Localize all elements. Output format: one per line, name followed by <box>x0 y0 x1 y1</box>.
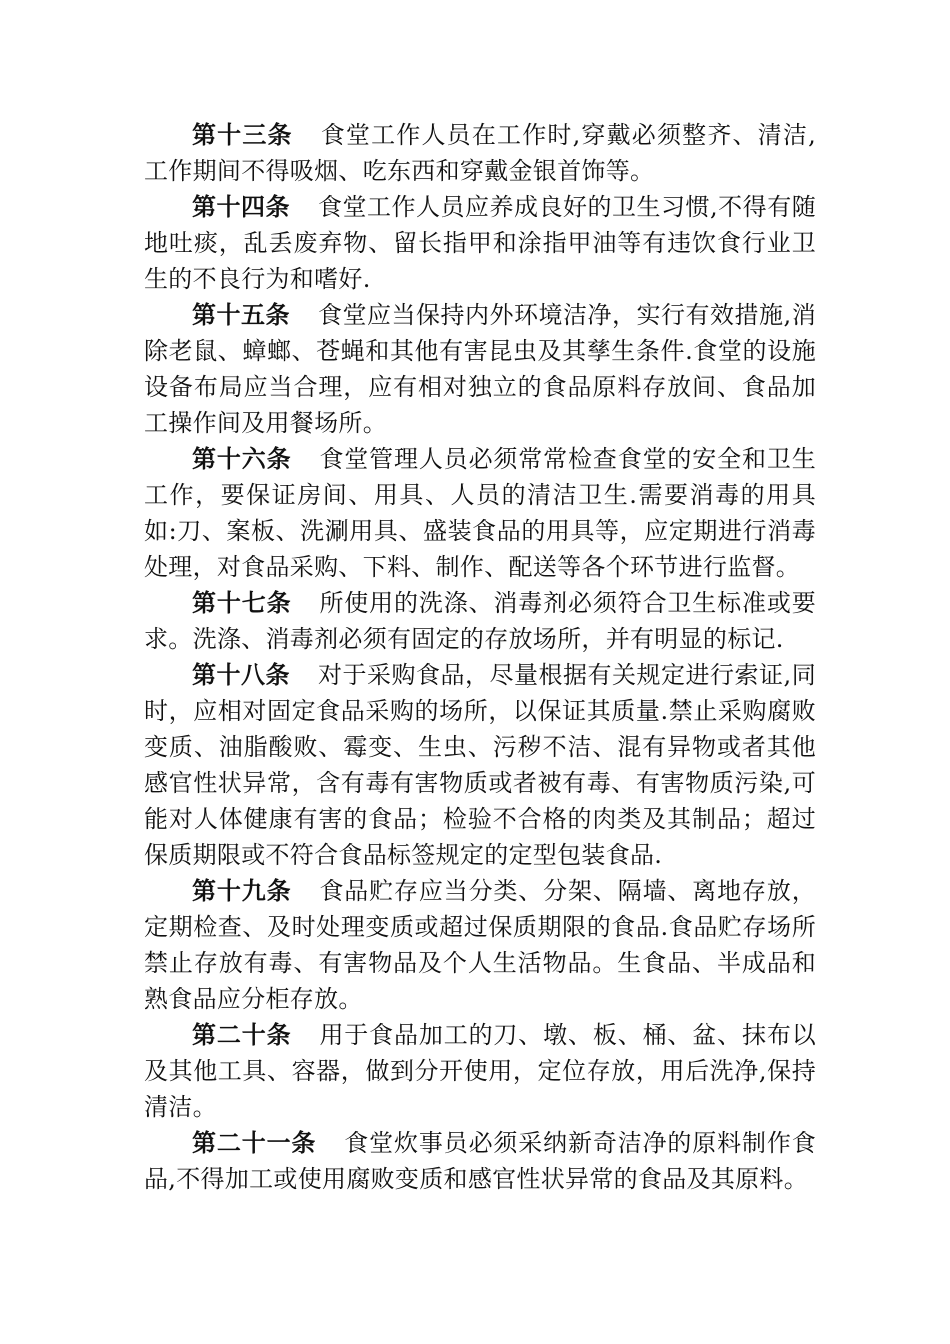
article-label: 第二十一条 <box>192 1129 317 1157</box>
article-18 <box>144 657 816 873</box>
article-label: 第十六条 <box>192 445 292 473</box>
article-label: 第十八条 <box>192 661 291 689</box>
document-body <box>144 117 816 1197</box>
article-text: 食堂炊事员必须采纳新奇洁净的原料制作食品,不得加工或使用腐败变质和感官性状异常的食品及其原料。 <box>144 1129 817 1193</box>
article-15 <box>144 297 816 441</box>
article-19 <box>144 873 816 1017</box>
article-20 <box>144 1017 816 1125</box>
article-label: 第十五条 <box>192 301 291 329</box>
article-text: 食堂工作人员在工作时,穿戴必须整齐、清洁,工作期间不得吸烟、吃东西和穿戴金银首饰等。 <box>144 121 817 185</box>
article-16 <box>144 441 816 585</box>
article-label: 第十三条 <box>192 121 293 149</box>
article-text: 食堂应当保持内外环境洁净，实行有效措施,消除老鼠、蟑螂、苍蝇和其他有害昆虫及其孳生条件.食堂的设施设备布局应当合理，应有相对独立的食品原料存放间、食品加工操作间及用餐场所。 <box>144 301 816 437</box>
article-21 <box>144 1125 816 1197</box>
article-label: 第十七条 <box>192 589 292 617</box>
article-14 <box>144 189 816 297</box>
article-text: 食堂工作人员应养成良好的卫生习惯,不得有随地吐痰，乱丢废弃物、留长指甲和涂指甲油等有违饮食行业卫生的不良行为和嗜好. <box>144 193 816 293</box>
article-13 <box>144 117 816 189</box>
article-17 <box>144 585 816 657</box>
article-text: 食堂管理人员必须常常检查食堂的安全和卫生工作，要保证房间、用具、人员的清洁卫生.需要消毒的用具如:刀、案板、洗涮用具、盛装食品的用具等，应定期进行消毒处理，对食品采购、下料、制作、配送等各个环节进行监督。 <box>144 445 817 581</box>
article-text: 所使用的洗涤、消毒剂必须符合卫生标准或要求。洗涤、消毒剂必须有固定的存放场所，并有明显的标记. <box>144 589 817 653</box>
article-label: 第十四条 <box>192 193 291 221</box>
article-label: 第十九条 <box>192 877 292 905</box>
article-label: 第二十条 <box>192 1021 292 1049</box>
article-text: 食品贮存应当分类、分架、隔墙、离地存放，定期检查、及时处理变质或超过保质期限的食品.食品贮存场所禁止存放有毒、有害物品及个人生活物品。生食品、半成品和熟食品应分柜存放。 <box>144 877 817 1013</box>
article-text: 用于食品加工的刀、墩、板、桶、盆、抹布以及其他工具、容器，做到分开使用，定位存放，用后洗净,保持清洁。 <box>144 1021 817 1121</box>
article-text: 对于采购食品，尽量根据有关规定进行索证,同时，应相对固定食品采购的场所，以保证其质量.禁止采购腐败变质、油脂酸败、霉变、生虫、污秽不洁、混有异物或者其他感官性状异常，含有毒有害物质或者被有毒、有害物质污染,可能对人体健康有害的食品；检验不合格的肉类及其制品；超过保质期限或不符合食品标签规定的定型包装食品. <box>144 661 816 869</box>
